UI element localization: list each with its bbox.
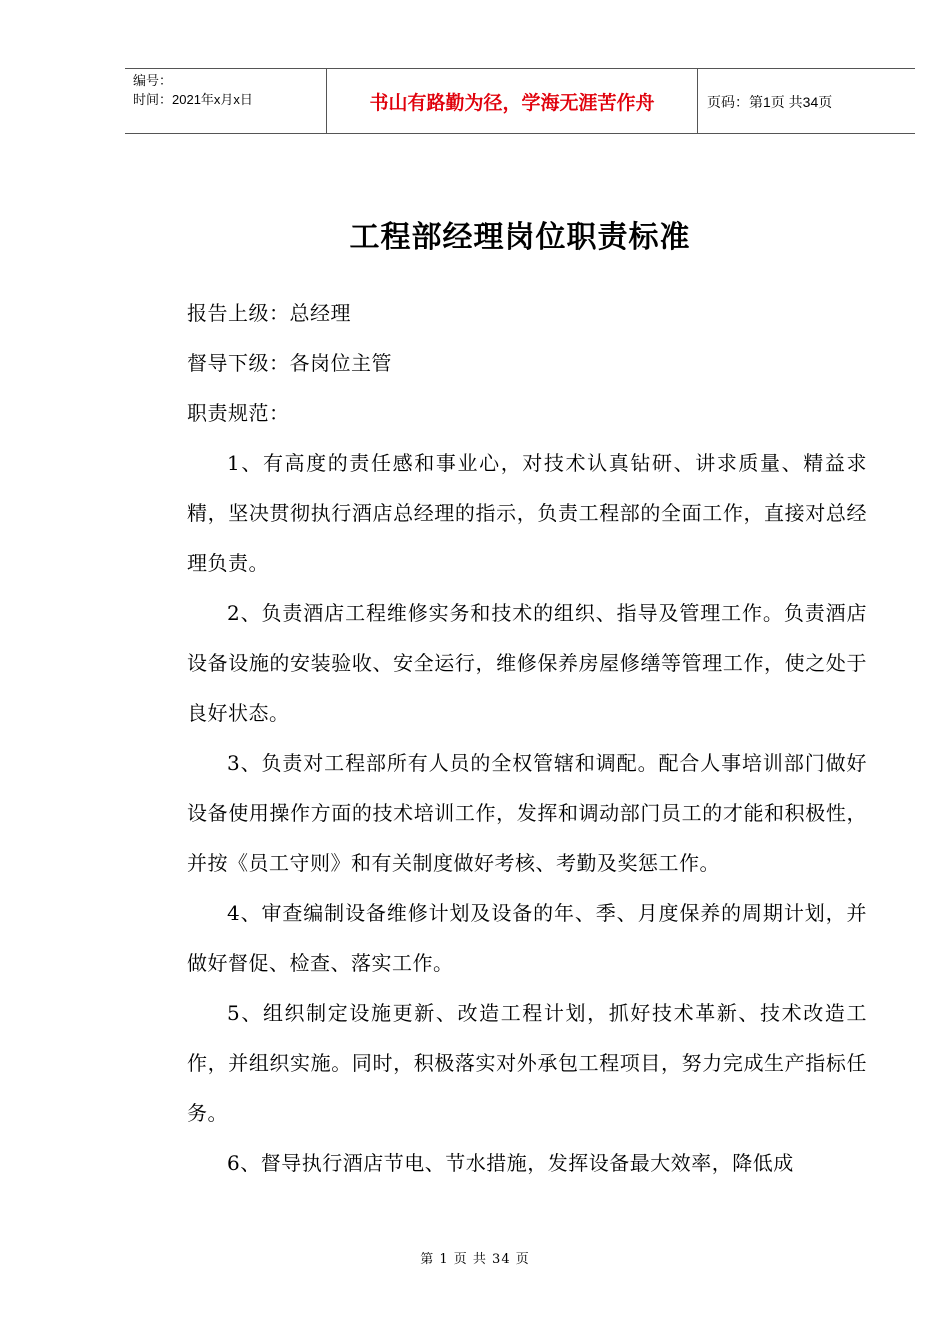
duty-item: 1、有高度的责任感和事业心，对技术认真钻研、讲求质量、精益求精，坚决贯彻执行酒店总经理的指示，负责工程部的全面工作，直接对总经理负责。 [187, 451, 867, 575]
header-meta [133, 71, 323, 109]
page-footer: 第 1 页 共 34 页 [420, 1252, 530, 1267]
header-number-label: 编号： [133, 73, 173, 88]
report-to-line: 报告上级：总经理 [187, 301, 351, 325]
document-title: 工程部经理岗位职责标准 [349, 220, 691, 255]
duty-item: 2、负责酒店工程维修实务和技术的组织、指导及管理工作。负责酒店设备设施的安装验收、安全运行，维修保养房屋修缮等管理工作，使之处于良好状态。 [187, 601, 867, 725]
header-divider [697, 69, 698, 134]
header-page-info: 页码：第1页 共34页 [707, 93, 833, 110]
duties-heading: 职责规范： [187, 401, 290, 425]
duty-item: 3、负责对工程部所有人员的全权管辖和调配。配合人事培训部门做好设备使用操作方面的技术培训工作，发挥和调动部门员工的才能和积极性，并按《员工守则》和有关制度做好考核、考勤及奖惩工作。 [187, 751, 867, 875]
duty-item: 5、组织制定设施更新、改造工程计划，抓好技术革新、技术改造工作，并组织实施。同时，积极落实对外承包工程项目，努力完成生产指标任务。 [187, 1001, 867, 1125]
supervise-line: 督导下级：各岗位主管 [187, 351, 392, 375]
document-body [187, 288, 867, 1188]
duty-item: 6、督导执行酒店节电、节水措施，发挥设备最大效率，降低成 [227, 1151, 794, 1175]
header-motto: 书山有路勤为径，学海无涯苦作舟 [369, 92, 655, 114]
document-header [125, 68, 915, 134]
header-time-label: 时间：2021年x月x日 [133, 92, 253, 107]
duty-item: 4、审查编制设备维修计划及设备的年、季、月度保养的周期计划，并做好督促、检查、落实工作。 [187, 901, 867, 975]
